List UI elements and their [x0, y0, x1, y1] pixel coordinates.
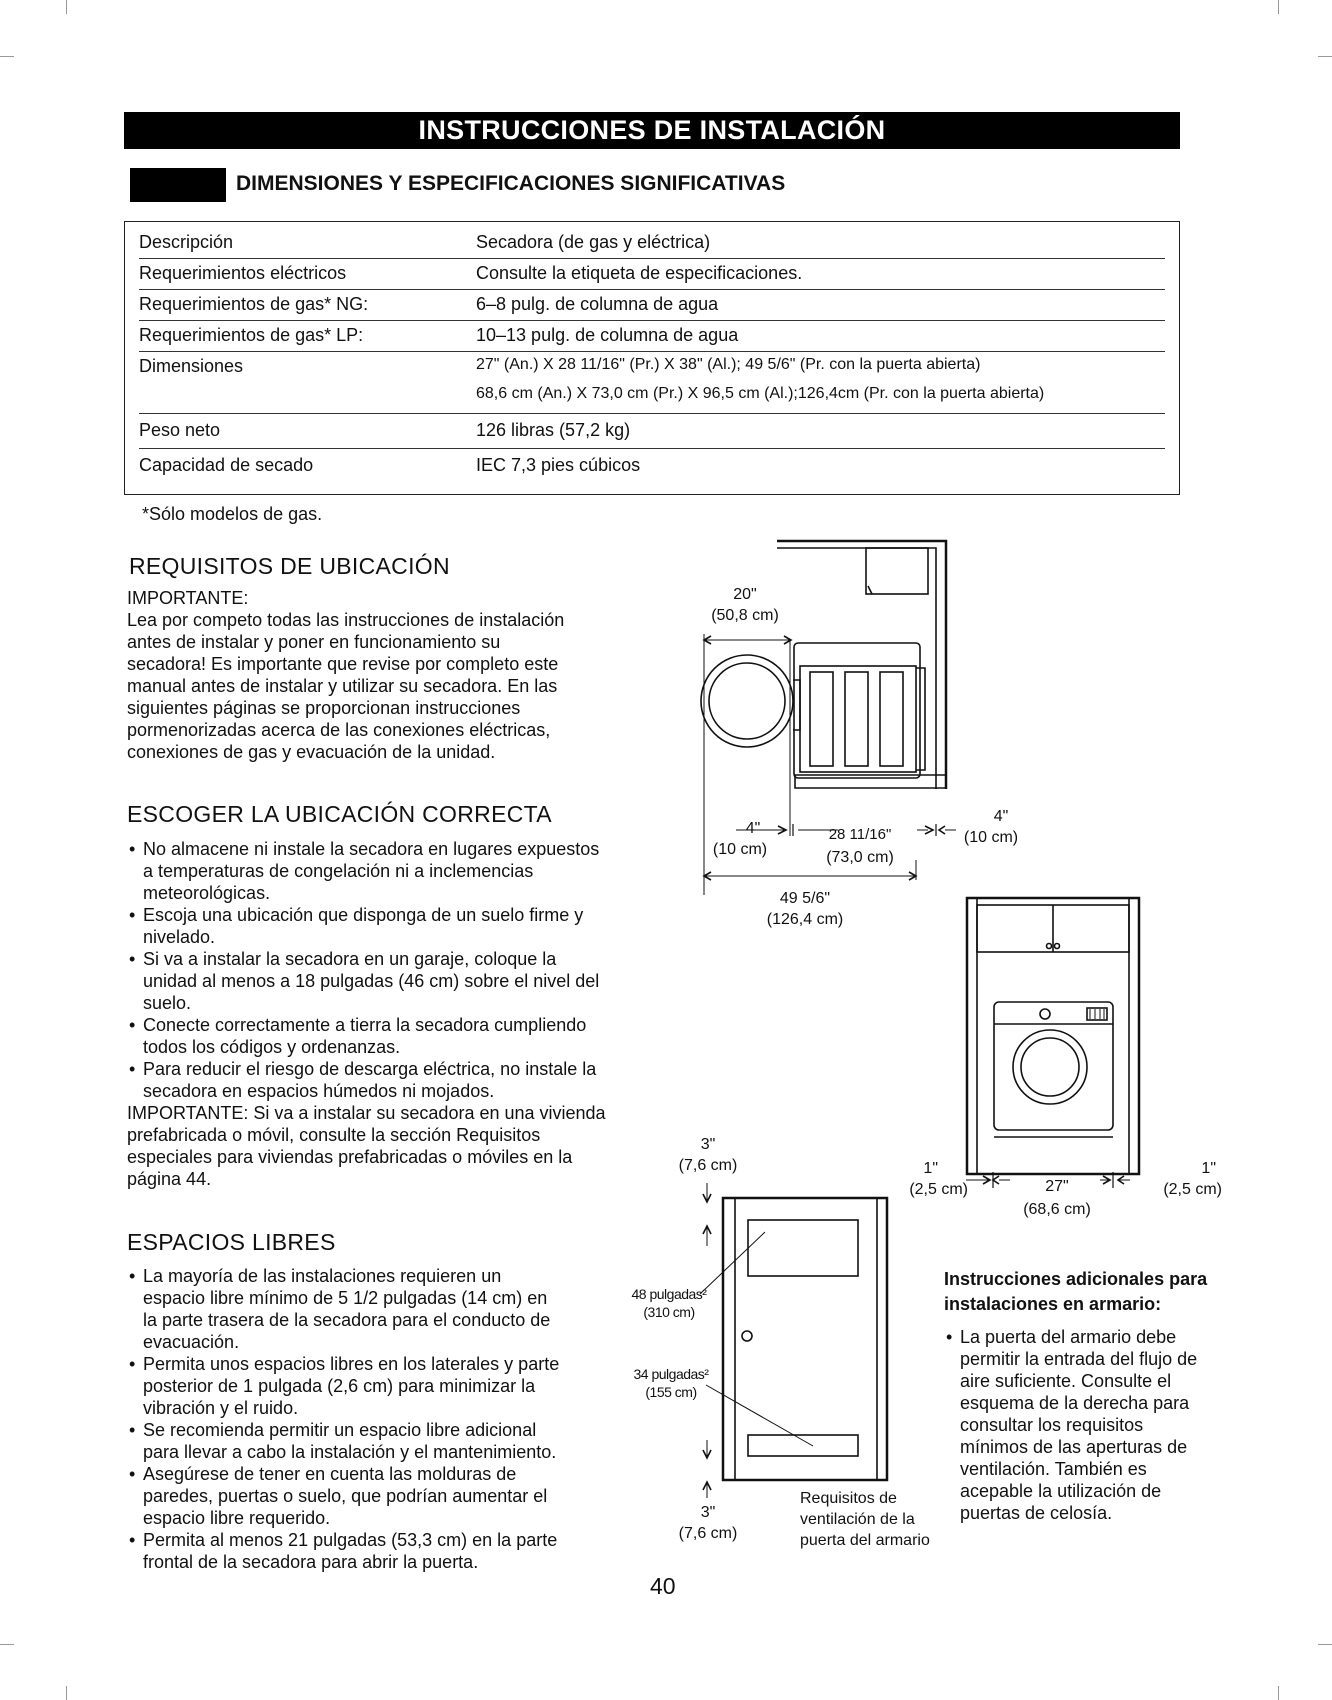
dim-metric: (10 cm)	[963, 829, 1019, 846]
text-line: vibración y el ruido.	[143, 1398, 299, 1418]
text-line: espacio libre mínimo de 5 1/2 pulgadas (14 cm) en	[143, 1288, 548, 1308]
spec-value: IEC 7,3 pies cúbicos	[476, 455, 641, 475]
spec-value-metric: 68,6 cm (An.) X 73,0 cm (Pr.) X 96,5 cm (Al.);126,4cm (Pr. con la puerta abierta)	[476, 385, 1045, 402]
text-line: ventilación de la	[800, 1511, 915, 1528]
dim-value: 3"	[700, 1136, 716, 1153]
armario-title	[944, 1267, 1207, 1317]
text-line: Instrucciones adicionales para	[944, 1269, 1208, 1289]
dryer-front	[994, 1002, 1113, 1130]
bullet-dot: •	[129, 1015, 136, 1035]
dim-label	[704, 818, 776, 860]
text-line: consultar los requisitos	[960, 1415, 1144, 1435]
text-line: a temperaturas de congelación ni a inclemencias	[143, 861, 534, 881]
bullet-dot: •	[129, 949, 136, 969]
dim-value: 3"	[700, 1504, 716, 1521]
dim-metric: (310 cm)	[643, 1304, 695, 1320]
bullet-dot: •	[129, 839, 136, 859]
cabinet-hinge	[868, 586, 872, 594]
text-line: Requisitos de	[800, 1490, 897, 1507]
text-line: especiales para viviendas prefabricadas o móviles en la	[127, 1147, 573, 1167]
text-line: todos los códigos y ordenanzas.	[143, 1037, 401, 1057]
text-line: unidad al menos a 18 pulgadas (46 cm) sobre el nivel del	[143, 971, 600, 991]
bullet-dot: •	[129, 1266, 136, 1286]
bullet-dot: •	[129, 1354, 136, 1374]
dim-metric: (126,4 cm)	[766, 911, 844, 928]
dim-metric: (155 cm)	[645, 1384, 697, 1400]
spec-value: 126 libras (57,2 kg)	[476, 420, 631, 440]
dim-metric: (73,0 cm)	[826, 849, 894, 866]
text-line: paredes, puertas o suelo, que podrían aumentar el	[143, 1486, 548, 1506]
text-line: la parte trasera de la secadora para el conducto de	[143, 1310, 551, 1330]
text-line: IMPORTANTE:	[127, 588, 249, 608]
text-line: meteorológicas.	[143, 883, 271, 903]
text-line: permitir la entrada del flujo de	[960, 1349, 1198, 1369]
dim-label	[1017, 1180, 1097, 1220]
door-caption	[800, 1488, 930, 1551]
section-title: DIMENSIONES Y ESPECIFICACIONES SIGNIFICATIVAS	[236, 172, 786, 195]
dryer-door-glass	[1021, 1038, 1079, 1096]
text-line: Se recomienda permitir un espacio libre adicional	[143, 1420, 537, 1440]
display-bars	[1090, 1009, 1104, 1019]
dryer-body	[794, 643, 920, 778]
bullet-dot: •	[946, 1327, 953, 1347]
dryer-louver	[845, 672, 868, 766]
text-line: suelo.	[143, 993, 192, 1013]
spec-value: 10–13 pulg. de columna de agua	[476, 325, 739, 345]
page-banner: INSTRUCCIONES DE INSTALACIÓN	[124, 112, 1180, 149]
dim-value: 4"	[993, 808, 1009, 825]
text-line: puerta del armario	[800, 1532, 930, 1549]
text-line: evacuación.	[143, 1332, 240, 1352]
cabinet-knob	[1055, 944, 1060, 949]
dim-value: 28 11/16"	[828, 826, 892, 843]
closet-door-diagram	[700, 1183, 887, 1498]
text-line: mínimos de las aperturas de	[960, 1437, 1188, 1457]
dim-value: 27"	[1045, 1178, 1069, 1195]
spec-label: Descripción	[139, 232, 234, 252]
floor-plate	[795, 775, 946, 788]
footnote: *Sólo modelos de gas.	[142, 504, 323, 524]
spec-value: Secadora (de gas y eléctrica)	[476, 232, 711, 252]
dim-metric: (7,6 cm)	[678, 1525, 738, 1542]
dim-label	[630, 1364, 712, 1403]
dim-label	[956, 806, 1026, 848]
dryer-louver	[810, 672, 833, 766]
text-line: Conecte correctamente a tierra la secadora cumpliendo	[143, 1015, 587, 1035]
text-line: No almacene ni instale la secadora en lugares expuestos	[143, 839, 600, 859]
dryer-panel	[800, 666, 916, 772]
dim-metric: (68,6 cm)	[1023, 1201, 1091, 1218]
spec-value: 6–8 pulg. de columna de agua	[476, 294, 719, 314]
arrow-head	[939, 826, 945, 834]
dim-label	[628, 1284, 710, 1323]
text-line: prefabricada o móvil, consulte la sección Requisitos	[127, 1125, 541, 1145]
text-line: La mayoría de las instalaciones requieren un	[143, 1266, 502, 1286]
bullet-dot: •	[129, 1420, 136, 1440]
text-line: esquema de la derecha para	[960, 1393, 1190, 1413]
spec-label: Requerimientos de gas* LP:	[139, 325, 364, 345]
text-line: Si va a instalar la secadora en un garaje, coloque la	[143, 949, 557, 969]
dryer-louver	[880, 672, 903, 766]
text-line: Permita al menos 21 pulgadas (53,3 cm) en la parte	[143, 1530, 558, 1550]
upper-vent	[748, 1220, 858, 1276]
text-line: aire suficiente. Consulte el	[960, 1371, 1172, 1391]
dim-value: 1"	[1201, 1160, 1216, 1177]
door-knob	[742, 1331, 752, 1341]
text-line: secadora! Es importante que revise por completo este	[127, 654, 559, 674]
dim-value: 34 pulgadas²	[633, 1366, 709, 1382]
dial	[1040, 1009, 1050, 1019]
text-line: para llevar a cabo la instalación y el mantenimiento.	[143, 1442, 557, 1462]
bullet-dot: •	[129, 905, 136, 925]
text-line: manual antes de instalar y utilizar su secadora. En las	[127, 676, 558, 696]
front-view-diagram	[966, 898, 1139, 1188]
text-line: puertas de celosía.	[960, 1503, 1113, 1523]
dim-value: 48 pulgadas²	[631, 1286, 707, 1302]
dim-label	[800, 824, 920, 868]
dim-metric: (2,5 cm)	[909, 1181, 968, 1198]
open-door-glass	[709, 663, 785, 739]
bullet-dot: •	[129, 1059, 136, 1079]
text-line: secadora en espacios húmedos ni mojados.	[143, 1081, 495, 1101]
page-number: 40	[650, 1573, 676, 1599]
dim-label	[710, 584, 780, 626]
text-line: instalaciones en armario:	[944, 1294, 1162, 1314]
dim-metric: (2,5 cm)	[1163, 1181, 1222, 1198]
text-line: antes de instalar y poner en funcionamiento su	[127, 632, 501, 652]
text-line: espacio libre requerido.	[143, 1508, 331, 1528]
text-line: frontal de la secadora para abrir la puerta.	[143, 1552, 479, 1572]
lower-vent	[748, 1435, 858, 1456]
text-line: nivelado.	[143, 927, 216, 947]
spec-label: Requerimientos eléctricos	[139, 263, 347, 283]
text-line: siguientes páginas se proporcionan instrucciones	[127, 698, 521, 718]
text-line: pormenorizadas acerca de las conexiones eléctricas,	[127, 720, 551, 740]
text-line: Asegúrese de tener en cuenta las molduras de	[143, 1464, 517, 1484]
dim-label	[670, 1134, 746, 1176]
dim-value: 20"	[733, 586, 757, 603]
text-line: ventilación. También es	[960, 1459, 1147, 1479]
dim-label	[896, 1158, 968, 1200]
dim-metric: (10 cm)	[712, 841, 768, 858]
dim-metric: (50,8 cm)	[711, 607, 779, 624]
text-line: acepable la utilización de	[960, 1481, 1162, 1501]
text-line: IMPORTANTE: Si va a instalar su secadora en una vivienda	[127, 1103, 606, 1123]
heading-escoger: ESCOGER LA UBICACIÓN CORRECTA	[127, 801, 552, 827]
spec-label: Requerimientos de gas* NG:	[139, 294, 369, 314]
dim-label	[670, 1502, 746, 1544]
text-line: Para reducir el riesgo de descarga eléctrica, no instale la	[143, 1059, 597, 1079]
spec-value: Consulte la etiqueta de especificaciones.	[476, 263, 803, 283]
dim-value: 4"	[745, 820, 761, 837]
cabinet-knob	[1047, 944, 1052, 949]
text-line: Lea por competo todas las instrucciones de instalación	[127, 610, 565, 630]
dim-value: 49 5/6"	[779, 890, 831, 907]
open-door-ring	[701, 655, 793, 747]
arrow-head	[993, 1176, 999, 1184]
upper-cabinet	[866, 548, 928, 594]
text-line: Escoja una ubicación que disponga de un suelo firme y	[143, 905, 584, 925]
heading-ubicacion: REQUISITOS DE UBICACIÓN	[129, 553, 450, 579]
spec-label: Dimensiones	[139, 356, 244, 376]
dim-value: 1"	[923, 1160, 938, 1177]
text-line: posterior de 1 pulgada (2,6 cm) para minimizar la	[143, 1376, 536, 1396]
text-line: Permita unos espacios libres en los laterales y parte	[143, 1354, 560, 1374]
text-line: conexiones de gas y evacuación de la unidad.	[127, 742, 496, 762]
heading-espacios: ESPACIOS LIBRES	[127, 1229, 336, 1255]
wall-inner	[777, 548, 936, 789]
bullet-dot: •	[129, 1530, 136, 1550]
text-line: La puerta del armario debe	[960, 1327, 1177, 1347]
spec-value: 27" (An.) X 28 11/16" (Pr.) X 38" (Al.); 49 5/6" (Pr. con la puerta abierta)	[476, 356, 981, 373]
dim-metric: (7,6 cm)	[678, 1157, 738, 1174]
text-line: página 44.	[127, 1169, 212, 1189]
dim-label	[760, 888, 850, 930]
spec-label: Capacidad de secado	[139, 455, 314, 475]
spec-label: Peso neto	[139, 420, 221, 440]
dim-label	[1150, 1158, 1222, 1200]
bullet-dot: •	[129, 1464, 136, 1484]
bullet-item	[944, 1326, 1197, 1524]
dryer-door	[1013, 1030, 1087, 1104]
